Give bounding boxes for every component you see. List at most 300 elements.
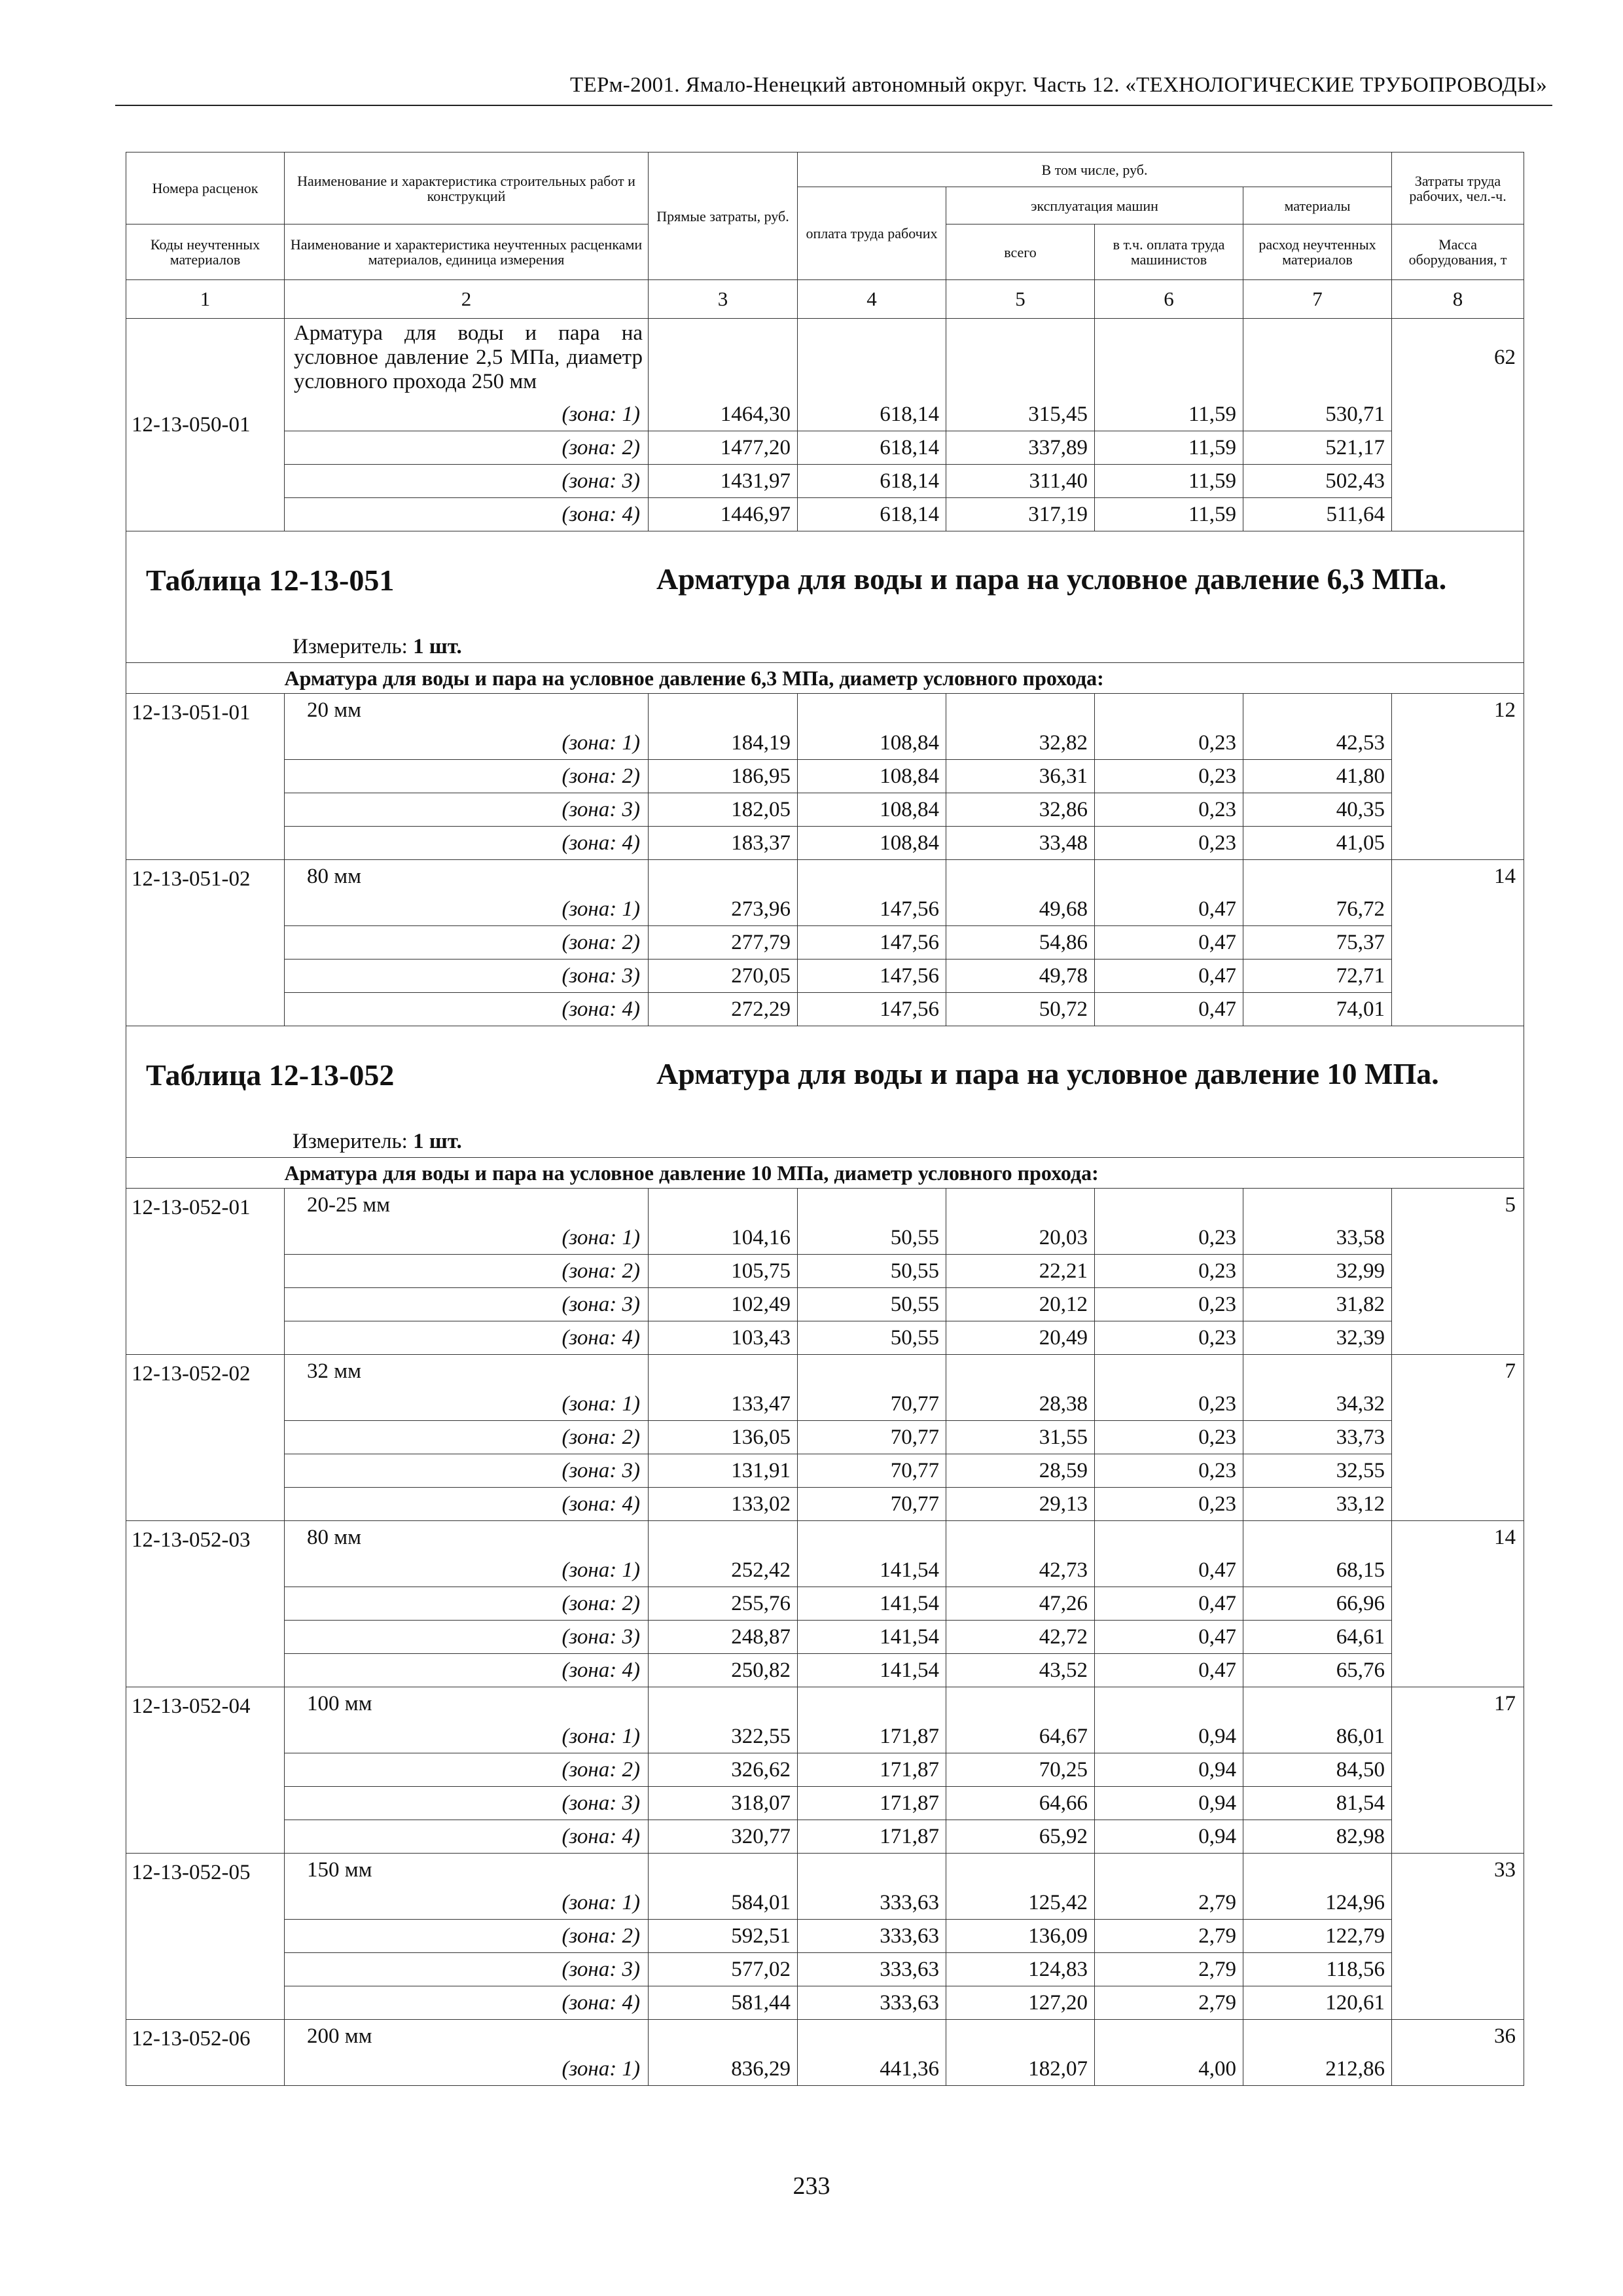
labor-cost: 14	[1392, 1521, 1524, 1687]
zone-row	[126, 398, 1524, 431]
diameter-label: 200 мм	[285, 2020, 649, 2053]
zone-row	[126, 1388, 1524, 1421]
rate-code: 12-13-052-03	[126, 1521, 285, 1687]
machines-pay: 0,23	[1095, 1488, 1243, 1521]
table-title-row	[126, 531, 1524, 663]
col-labor-cost-bottom: Масса оборудования, т	[1392, 224, 1524, 280]
labor-cost: 33	[1392, 1854, 1524, 2020]
machines-pay: 11,59	[1095, 498, 1243, 531]
labor-cost: 36	[1392, 2020, 1524, 2086]
machines-pay: 0,47	[1095, 993, 1243, 1026]
labor-pay: 147,56	[798, 993, 946, 1026]
direct-cost: 1477,20	[649, 431, 798, 465]
empty-cell	[649, 319, 798, 399]
materials-cost: 81,54	[1243, 1787, 1392, 1820]
zone-label: (зона: 3)	[285, 1621, 649, 1654]
table-number: Таблица 12-13-051	[146, 564, 395, 597]
labor-pay: 618,14	[798, 398, 946, 431]
zone-label: (зона: 2)	[285, 1587, 649, 1621]
rate-code: 12-13-052-02	[126, 1355, 285, 1521]
zone-row	[126, 993, 1524, 1026]
machines-total: 70,25	[946, 1753, 1095, 1787]
machines-pay: 0,94	[1095, 1753, 1243, 1787]
machines-pay: 0,23	[1095, 1255, 1243, 1288]
zone-row	[126, 1288, 1524, 1321]
direct-cost: 1464,30	[649, 398, 798, 431]
zone-label: (зона: 3)	[285, 1953, 649, 1986]
diameter-label: 32 мм	[285, 1355, 649, 1388]
zone-label: (зона: 1)	[285, 398, 649, 431]
zone-row	[126, 793, 1524, 827]
materials-cost: 120,61	[1243, 1986, 1392, 2020]
labor-cost: 14	[1392, 860, 1524, 1026]
zone-row	[126, 431, 1524, 465]
empty-cell	[1095, 2020, 1243, 2053]
machines-total: 42,73	[946, 1554, 1095, 1587]
table-title: Арматура для воды и пара на условное давление 10 МПа.	[656, 1057, 1439, 1090]
diameter-label: 100 мм	[285, 1687, 649, 1721]
materials-cost: 86,01	[1243, 1720, 1392, 1753]
zone-row	[126, 1787, 1524, 1820]
zone-label: (зона: 4)	[285, 1986, 649, 2020]
machines-total: 47,26	[946, 1587, 1095, 1621]
labor-pay: 333,63	[798, 1920, 946, 1953]
machines-total: 136,09	[946, 1920, 1095, 1953]
empty-cell	[649, 1687, 798, 1721]
measure-label: Измеритель:	[293, 1130, 408, 1153]
direct-cost: 255,76	[649, 1587, 798, 1621]
machines-pay: 2,79	[1095, 1953, 1243, 1986]
zone-label: (зона: 1)	[285, 726, 649, 760]
table-title-block	[126, 1026, 1524, 1158]
col-codes-top: Номера расценок	[126, 152, 285, 224]
measure-unit	[293, 635, 462, 659]
materials-cost: 82,98	[1243, 1820, 1392, 1854]
direct-cost: 273,96	[649, 893, 798, 926]
labor-pay: 108,84	[798, 726, 946, 760]
zone-label: (зона: 2)	[285, 760, 649, 793]
empty-cell	[1095, 694, 1243, 727]
materials-cost: 34,32	[1243, 1388, 1392, 1421]
direct-cost: 581,44	[649, 1986, 798, 2020]
column-number: 6	[1095, 280, 1243, 319]
direct-cost: 252,42	[649, 1554, 798, 1587]
rate-code: 12-13-051-01	[126, 694, 285, 860]
machines-total: 182,07	[946, 2053, 1095, 2086]
machines-pay: 0,23	[1095, 1321, 1243, 1355]
empty-cell	[1095, 1687, 1243, 1721]
zone-row	[126, 1255, 1524, 1288]
table-title: Арматура для воды и пара на условное давление 6,3 МПа.	[656, 562, 1447, 596]
zone-label: (зона: 2)	[285, 1753, 649, 1787]
empty-cell	[649, 1854, 798, 1887]
col-machines: эксплуатация машин	[946, 187, 1243, 224]
machines-pay: 0,94	[1095, 1720, 1243, 1753]
machines-pay: 4,00	[1095, 2053, 1243, 2086]
materials-cost: 41,05	[1243, 827, 1392, 860]
direct-cost: 277,79	[649, 926, 798, 960]
machines-pay: 11,59	[1095, 431, 1243, 465]
machines-total: 50,72	[946, 993, 1095, 1026]
table-title-block	[126, 531, 1524, 663]
empty-cell	[946, 1521, 1095, 1554]
zone-row	[126, 1488, 1524, 1521]
machines-total: 64,66	[946, 1787, 1095, 1820]
zone-label: (зона: 2)	[285, 1920, 649, 1953]
direct-cost: 186,95	[649, 760, 798, 793]
rate-description: Арматура для воды и пара на условное давление 2,5 МПа, диаметр условного прохода 250 мм	[285, 319, 649, 399]
materials-cost: 511,64	[1243, 498, 1392, 531]
zone-row	[126, 893, 1524, 926]
diameter-label: 80 мм	[285, 1521, 649, 1554]
zone-row	[126, 1221, 1524, 1255]
machines-total: 20,49	[946, 1321, 1095, 1355]
materials-cost: 32,99	[1243, 1255, 1392, 1288]
empty-cell	[798, 2020, 946, 2053]
materials-cost: 122,79	[1243, 1920, 1392, 1953]
col-materials-top: материалы	[1243, 187, 1392, 224]
labor-cost: 7	[1392, 1355, 1524, 1521]
zone-label: (зона: 1)	[285, 1720, 649, 1753]
materials-cost: 64,61	[1243, 1621, 1392, 1654]
machines-pay: 0,47	[1095, 1587, 1243, 1621]
empty-cell	[1243, 319, 1392, 399]
empty-cell	[1095, 1521, 1243, 1554]
zone-label: (зона: 4)	[285, 827, 649, 860]
machines-total: 49,68	[946, 893, 1095, 926]
direct-cost: 102,49	[649, 1288, 798, 1321]
rate-item-row	[126, 694, 1524, 727]
zone-label: (зона: 1)	[285, 2053, 649, 2086]
rate-item-row	[126, 1854, 1524, 1887]
zone-row	[126, 1554, 1524, 1587]
table-title-wrap	[126, 531, 1524, 662]
machines-pay: 0,23	[1095, 1454, 1243, 1488]
header-row-1	[126, 152, 1524, 187]
labor-pay: 141,54	[798, 1621, 946, 1654]
machines-pay: 0,47	[1095, 960, 1243, 993]
machines-pay: 0,47	[1095, 926, 1243, 960]
machines-total: 20,12	[946, 1288, 1095, 1321]
zone-label: (зона: 1)	[285, 893, 649, 926]
group-spacer	[126, 1158, 285, 1189]
zone-row	[126, 1421, 1524, 1454]
direct-cost: 318,07	[649, 1787, 798, 1820]
machines-total: 33,48	[946, 827, 1095, 860]
machines-total: 43,52	[946, 1654, 1095, 1687]
direct-cost: 270,05	[649, 960, 798, 993]
machines-pay: 0,94	[1095, 1787, 1243, 1820]
empty-cell	[1243, 1521, 1392, 1554]
zone-row	[126, 1920, 1524, 1953]
labor-pay: 141,54	[798, 1587, 946, 1621]
machines-pay: 0,47	[1095, 1554, 1243, 1587]
col-labor-cost-top: Затраты труда рабочих, чел.-ч.	[1392, 152, 1524, 224]
column-number-row	[126, 280, 1524, 319]
machines-pay: 0,23	[1095, 793, 1243, 827]
group-heading-row	[126, 663, 1524, 694]
zone-label: (зона: 3)	[285, 1454, 649, 1488]
direct-cost: 272,29	[649, 993, 798, 1026]
labor-pay: 50,55	[798, 1255, 946, 1288]
rate-code: 12-13-052-01	[126, 1189, 285, 1355]
direct-cost: 584,01	[649, 1886, 798, 1920]
empty-cell	[1095, 1189, 1243, 1222]
machines-total: 317,19	[946, 498, 1095, 531]
machines-pay: 0,23	[1095, 827, 1243, 860]
empty-cell	[946, 1189, 1095, 1222]
column-number: 2	[285, 280, 649, 319]
empty-cell	[946, 1854, 1095, 1887]
rate-item-row	[126, 319, 1524, 399]
zone-row	[126, 1587, 1524, 1621]
labor-pay: 171,87	[798, 1753, 946, 1787]
zone-row	[126, 1321, 1524, 1355]
empty-cell	[649, 694, 798, 727]
machines-total: 32,86	[946, 793, 1095, 827]
zone-label: (зона: 3)	[285, 960, 649, 993]
page-number: 233	[793, 2172, 830, 2200]
empty-cell	[798, 1355, 946, 1388]
zone-label: (зона: 3)	[285, 465, 649, 498]
machines-total: 64,67	[946, 1720, 1095, 1753]
labor-pay: 171,87	[798, 1787, 946, 1820]
machines-pay: 0,23	[1095, 726, 1243, 760]
labor-pay: 147,56	[798, 926, 946, 960]
zone-row	[126, 1654, 1524, 1687]
machines-pay: 0,23	[1095, 1288, 1243, 1321]
materials-cost: 33,73	[1243, 1421, 1392, 1454]
machines-total: 125,42	[946, 1886, 1095, 1920]
labor-pay: 141,54	[798, 1654, 946, 1687]
machines-pay: 11,59	[1095, 398, 1243, 431]
labor-cost: 5	[1392, 1189, 1524, 1355]
group-heading: Арматура для воды и пара на условное давление 6,3 МПа, диаметр условного прохода:	[285, 663, 1524, 694]
column-number: 4	[798, 280, 946, 319]
direct-cost: 103,43	[649, 1321, 798, 1355]
machines-pay: 0,23	[1095, 1221, 1243, 1255]
labor-pay: 70,77	[798, 1488, 946, 1521]
machines-pay: 0,47	[1095, 1654, 1243, 1687]
labor-pay: 70,77	[798, 1454, 946, 1488]
col-codes-bottom: Коды неучтенных материалов	[126, 224, 285, 280]
zone-label: (зона: 2)	[285, 926, 649, 960]
materials-cost: 502,43	[1243, 465, 1392, 498]
direct-cost: 322,55	[649, 1720, 798, 1753]
zone-row	[126, 1753, 1524, 1787]
machines-pay: 2,79	[1095, 1986, 1243, 2020]
direct-cost: 182,05	[649, 793, 798, 827]
materials-cost: 68,15	[1243, 1554, 1392, 1587]
labor-pay: 50,55	[798, 1288, 946, 1321]
rate-code: 12-13-051-02	[126, 860, 285, 1026]
machines-pay: 11,59	[1095, 465, 1243, 498]
machines-total: 337,89	[946, 431, 1095, 465]
empty-cell	[798, 1854, 946, 1887]
materials-cost: 32,55	[1243, 1454, 1392, 1488]
direct-cost: 183,37	[649, 827, 798, 860]
materials-cost: 212,86	[1243, 2053, 1392, 2086]
empty-cell	[798, 1687, 946, 1721]
labor-pay: 50,55	[798, 1321, 946, 1355]
zone-label: (зона: 1)	[285, 1388, 649, 1421]
direct-cost: 836,29	[649, 2053, 798, 2086]
labor-pay: 70,77	[798, 1388, 946, 1421]
machines-total: 36,31	[946, 760, 1095, 793]
col-machines-pay: в т.ч. оплата труда машинистов	[1095, 224, 1243, 280]
rate-code: 12-13-052-06	[126, 2020, 285, 2086]
machines-total: 49,78	[946, 960, 1095, 993]
direct-cost: 250,82	[649, 1654, 798, 1687]
rate-item-row	[126, 1687, 1524, 1721]
zone-label: (зона: 4)	[285, 1654, 649, 1687]
direct-cost: 133,02	[649, 1488, 798, 1521]
direct-cost: 184,19	[649, 726, 798, 760]
col-materials-bottom: расход неучтенных материалов	[1243, 224, 1392, 280]
machines-total: 65,92	[946, 1820, 1095, 1854]
col-machines-total: всего	[946, 224, 1095, 280]
measure-value: 1 шт.	[413, 635, 462, 658]
table-title-row	[126, 1026, 1524, 1158]
materials-cost: 118,56	[1243, 1953, 1392, 1986]
empty-cell	[946, 860, 1095, 893]
labor-pay: 147,56	[798, 960, 946, 993]
zone-row	[126, 2053, 1524, 2086]
measure-label: Измеритель:	[293, 635, 408, 658]
materials-cost: 530,71	[1243, 398, 1392, 431]
empty-cell	[1243, 1854, 1392, 1887]
empty-cell	[1095, 319, 1243, 399]
materials-cost: 124,96	[1243, 1886, 1392, 1920]
materials-cost: 74,01	[1243, 993, 1392, 1026]
rate-code: 12-13-052-04	[126, 1687, 285, 1854]
zone-row	[126, 760, 1524, 793]
empty-cell	[946, 694, 1095, 727]
column-number: 1	[126, 280, 285, 319]
zone-label: (зона: 3)	[285, 793, 649, 827]
table-title-wrap	[126, 1026, 1524, 1157]
machines-total: 22,21	[946, 1255, 1095, 1288]
machines-total: 29,13	[946, 1488, 1095, 1521]
zone-row	[126, 465, 1524, 498]
group-spacer	[126, 663, 285, 694]
rate-code: 12-13-050-01	[126, 319, 285, 531]
labor-pay: 147,56	[798, 893, 946, 926]
empty-cell	[1243, 1355, 1392, 1388]
direct-cost: 577,02	[649, 1953, 798, 1986]
zone-row	[126, 726, 1524, 760]
labor-cost: 17	[1392, 1687, 1524, 1854]
zone-row	[126, 926, 1524, 960]
zone-row	[126, 498, 1524, 531]
labor-cost: 12	[1392, 694, 1524, 860]
machines-pay: 2,79	[1095, 1920, 1243, 1953]
col-name-top: Наименование и характеристика строительных работ и конструкций	[285, 152, 649, 224]
materials-cost: 42,53	[1243, 726, 1392, 760]
machines-total: 32,82	[946, 726, 1095, 760]
materials-cost: 84,50	[1243, 1753, 1392, 1787]
column-number: 8	[1392, 280, 1524, 319]
empty-cell	[1243, 1687, 1392, 1721]
labor-pay: 618,14	[798, 431, 946, 465]
zone-row	[126, 960, 1524, 993]
zone-row	[126, 1986, 1524, 2020]
rate-code: 12-13-052-05	[126, 1854, 285, 2020]
labor-pay: 108,84	[798, 793, 946, 827]
empty-cell	[649, 860, 798, 893]
direct-cost: 592,51	[649, 1920, 798, 1953]
machines-total: 311,40	[946, 465, 1095, 498]
empty-cell	[649, 1189, 798, 1222]
column-number: 7	[1243, 280, 1392, 319]
empty-cell	[946, 1687, 1095, 1721]
zone-label: (зона: 4)	[285, 1488, 649, 1521]
empty-cell	[1243, 694, 1392, 727]
machines-total: 127,20	[946, 1986, 1095, 2020]
zone-label: (зона: 3)	[285, 1288, 649, 1321]
machines-total: 28,59	[946, 1454, 1095, 1488]
zone-label: (зона: 4)	[285, 1820, 649, 1854]
zone-row	[126, 1621, 1524, 1654]
materials-cost: 66,96	[1243, 1587, 1392, 1621]
materials-cost: 32,39	[1243, 1321, 1392, 1355]
direct-cost: 105,75	[649, 1255, 798, 1288]
materials-cost: 33,58	[1243, 1221, 1392, 1255]
machines-total: 315,45	[946, 398, 1095, 431]
machines-total: 20,03	[946, 1221, 1095, 1255]
empty-cell	[1095, 1355, 1243, 1388]
empty-cell	[798, 1521, 946, 1554]
materials-cost: 33,12	[1243, 1488, 1392, 1521]
running-header: ТЕРм-2001. Ямало-Ненецкий автономный округ. Часть 12. «ТЕХНОЛОГИЧЕСКИЕ ТРУБОПРОВОДЫ»	[570, 73, 1547, 97]
zone-row	[126, 1720, 1524, 1753]
zone-label: (зона: 4)	[285, 993, 649, 1026]
rate-item-row	[126, 1521, 1524, 1554]
direct-cost: 248,87	[649, 1621, 798, 1654]
labor-cost: 62	[1392, 319, 1524, 531]
direct-cost: 1431,97	[649, 465, 798, 498]
empty-cell	[798, 694, 946, 727]
direct-cost: 131,91	[649, 1454, 798, 1488]
materials-cost: 41,80	[1243, 760, 1392, 793]
zone-row	[126, 1886, 1524, 1920]
zone-label: (зона: 2)	[285, 1421, 649, 1454]
labor-pay: 618,14	[798, 498, 946, 531]
empty-cell	[798, 319, 946, 399]
materials-cost: 65,76	[1243, 1654, 1392, 1687]
labor-pay: 333,63	[798, 1953, 946, 1986]
col-direct: Прямые затраты, руб.	[649, 152, 798, 280]
measure-value: 1 шт.	[413, 1130, 462, 1153]
machines-total: 54,86	[946, 926, 1095, 960]
empty-cell	[649, 2020, 798, 2053]
labor-pay: 333,63	[798, 1886, 946, 1920]
machines-pay: 0,47	[1095, 1621, 1243, 1654]
group-heading-row	[126, 1158, 1524, 1189]
machines-pay: 0,23	[1095, 1421, 1243, 1454]
diameter-label: 20 мм	[285, 694, 649, 727]
header-rule	[115, 105, 1552, 106]
zone-row	[126, 1454, 1524, 1488]
rates-document	[126, 152, 1524, 2086]
direct-cost: 136,05	[649, 1421, 798, 1454]
labor-pay: 618,14	[798, 465, 946, 498]
zone-label: (зона: 3)	[285, 1787, 649, 1820]
measure-unit	[293, 1130, 462, 1154]
labor-pay: 333,63	[798, 1986, 946, 2020]
machines-pay: 0,23	[1095, 760, 1243, 793]
materials-cost: 72,71	[1243, 960, 1392, 993]
